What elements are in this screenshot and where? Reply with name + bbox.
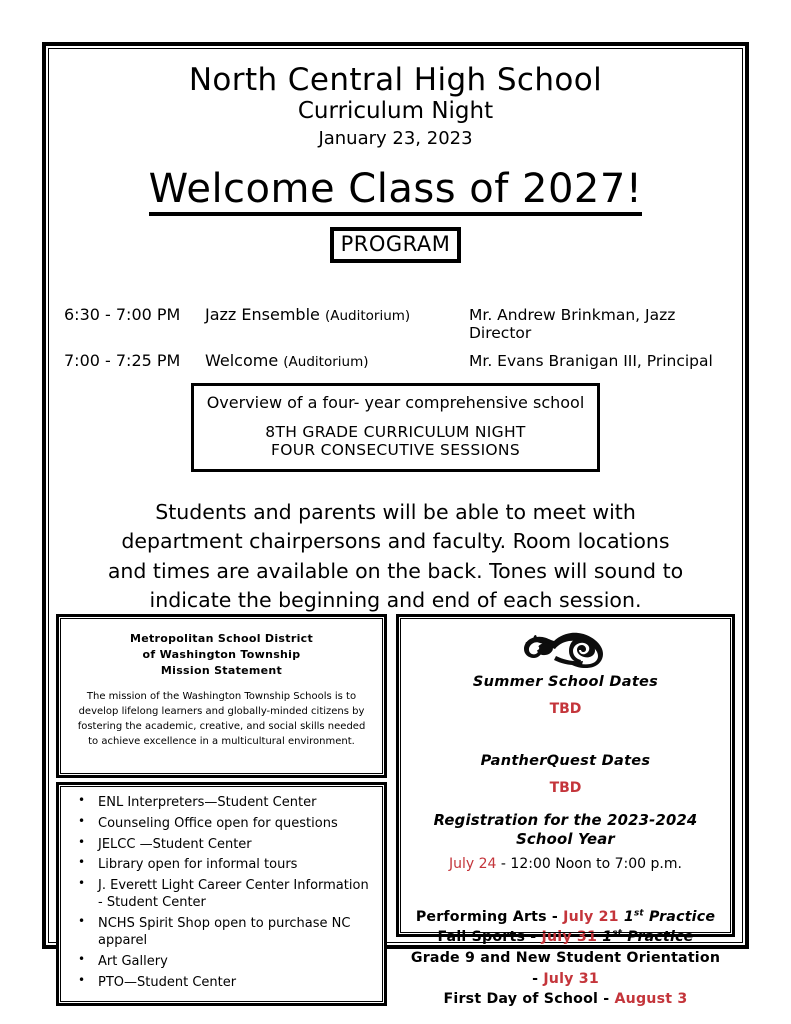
mission-body: The mission of the Washington Township Schools is to develop lifelong learners and globally-minded citizens by fostering the academic, creative, and social skills needed to achieve excellence in a multicultural environment. (77, 690, 366, 748)
key-date-label: First Day of School - (443, 991, 615, 1008)
key-date-value: July 31 (541, 929, 598, 946)
key-date-line (409, 948, 722, 989)
activities-list-item: • J. Everett Light Career Center Information - Student Center (67, 877, 376, 912)
program-label: PROGRAM (330, 227, 462, 263)
welcome-headline: Welcome Class of 2027! (149, 167, 643, 216)
schedule-time: 6:30 - 7:00 PM (64, 304, 181, 324)
activities-list-item: • Art Gallery (67, 953, 376, 970)
key-date-value: August 3 (614, 991, 688, 1008)
right-column (396, 614, 735, 1008)
overview-caps-line1: 8TH GRADE CURRICULUM NIGHT (265, 422, 526, 441)
activities-list-item: • Library open for informal tours (67, 856, 376, 873)
event-date: January 23, 2023 (318, 127, 473, 149)
summer-school-heading: Summer School Dates (472, 674, 659, 690)
panther-logo-icon (409, 627, 722, 673)
schedule-time: 7:00 - 7:25 PM (64, 350, 181, 370)
activities-list (67, 794, 376, 991)
mission-title-line3: Mission Statement (160, 663, 283, 677)
registration-heading: Registration for the 2023-2024 School Year (433, 812, 698, 849)
key-date-label: Performing Arts - (415, 908, 564, 925)
lower-section (56, 614, 735, 1008)
mission-title-line2: of Washington Township (142, 647, 301, 661)
event-subtitle: Curriculum Night (297, 98, 494, 125)
key-date-suffix: 1st Practice (618, 907, 716, 925)
ordinal-suffix: st (612, 928, 623, 939)
overview-caps-line2: FOUR CONSECUTIVE SESSIONS (271, 441, 520, 460)
schedule-event-name: Jazz Ensemble (205, 304, 320, 324)
activities-list-item: • NCHS Spirit Shop open to purchase NC apparel (67, 915, 376, 950)
key-date-line (409, 927, 722, 948)
key-date-label: Fall Sports - (437, 929, 542, 946)
mission-title (73, 631, 370, 679)
summer-school-value: TBD (549, 700, 582, 717)
activities-list-item: • JELCC —Student Center (67, 836, 376, 853)
pantherquest-heading: PantherQuest Dates (480, 753, 651, 770)
schedule-event-name: Welcome (205, 350, 279, 370)
schedule-presenter: Mr. Andrew Brinkman, Jazz Director (469, 305, 676, 342)
spacer (409, 718, 722, 752)
mission-title-line1: Metropolitan School District (129, 632, 314, 645)
spacer (409, 873, 722, 907)
registration-time: - 12:00 Noon to 7:00 p.m. (496, 855, 682, 872)
key-dates-list (409, 907, 722, 1010)
activities-box (56, 782, 387, 1006)
key-date-line (409, 989, 722, 1010)
overview-description: Overview of a four- year comprehensive school (206, 392, 585, 412)
registration-date: July 24 (449, 855, 497, 872)
activities-list-item: • PTO—Student Center (67, 974, 376, 991)
activities-list-item: • Counseling Office open for questions (67, 815, 376, 832)
schedule-event-location: (Auditorium) (324, 307, 411, 324)
key-date-line (409, 907, 722, 928)
mission-statement-box (56, 614, 387, 778)
ordinal-suffix: st (633, 907, 644, 918)
schedule-presenter: Mr. Evans Branigan III, Principal (469, 351, 713, 370)
key-date-value: July 21 (563, 908, 619, 925)
registration-line (409, 855, 722, 873)
schedule-event-location: (Auditorium) (283, 353, 369, 370)
key-date-label: Grade 9 and New Student Orientation - (410, 949, 721, 987)
left-column (56, 614, 387, 991)
pantherquest-value: TBD (549, 779, 582, 796)
key-date-value: July 31 (543, 970, 599, 987)
key-date-suffix: 1st Practice (597, 928, 694, 946)
flyer-page-frame (42, 42, 749, 1008)
activities-list-item: • ENL Interpreters—Student Center (67, 794, 376, 811)
dates-box (396, 614, 735, 1008)
intro-paragraph: Students and parents will be able to meet with department chairpersons and faculty. Room locations and times are available on the back. Tones will sound to indicate the beginning and end of each session. (107, 500, 684, 612)
school-name: North Central High School (188, 62, 603, 98)
